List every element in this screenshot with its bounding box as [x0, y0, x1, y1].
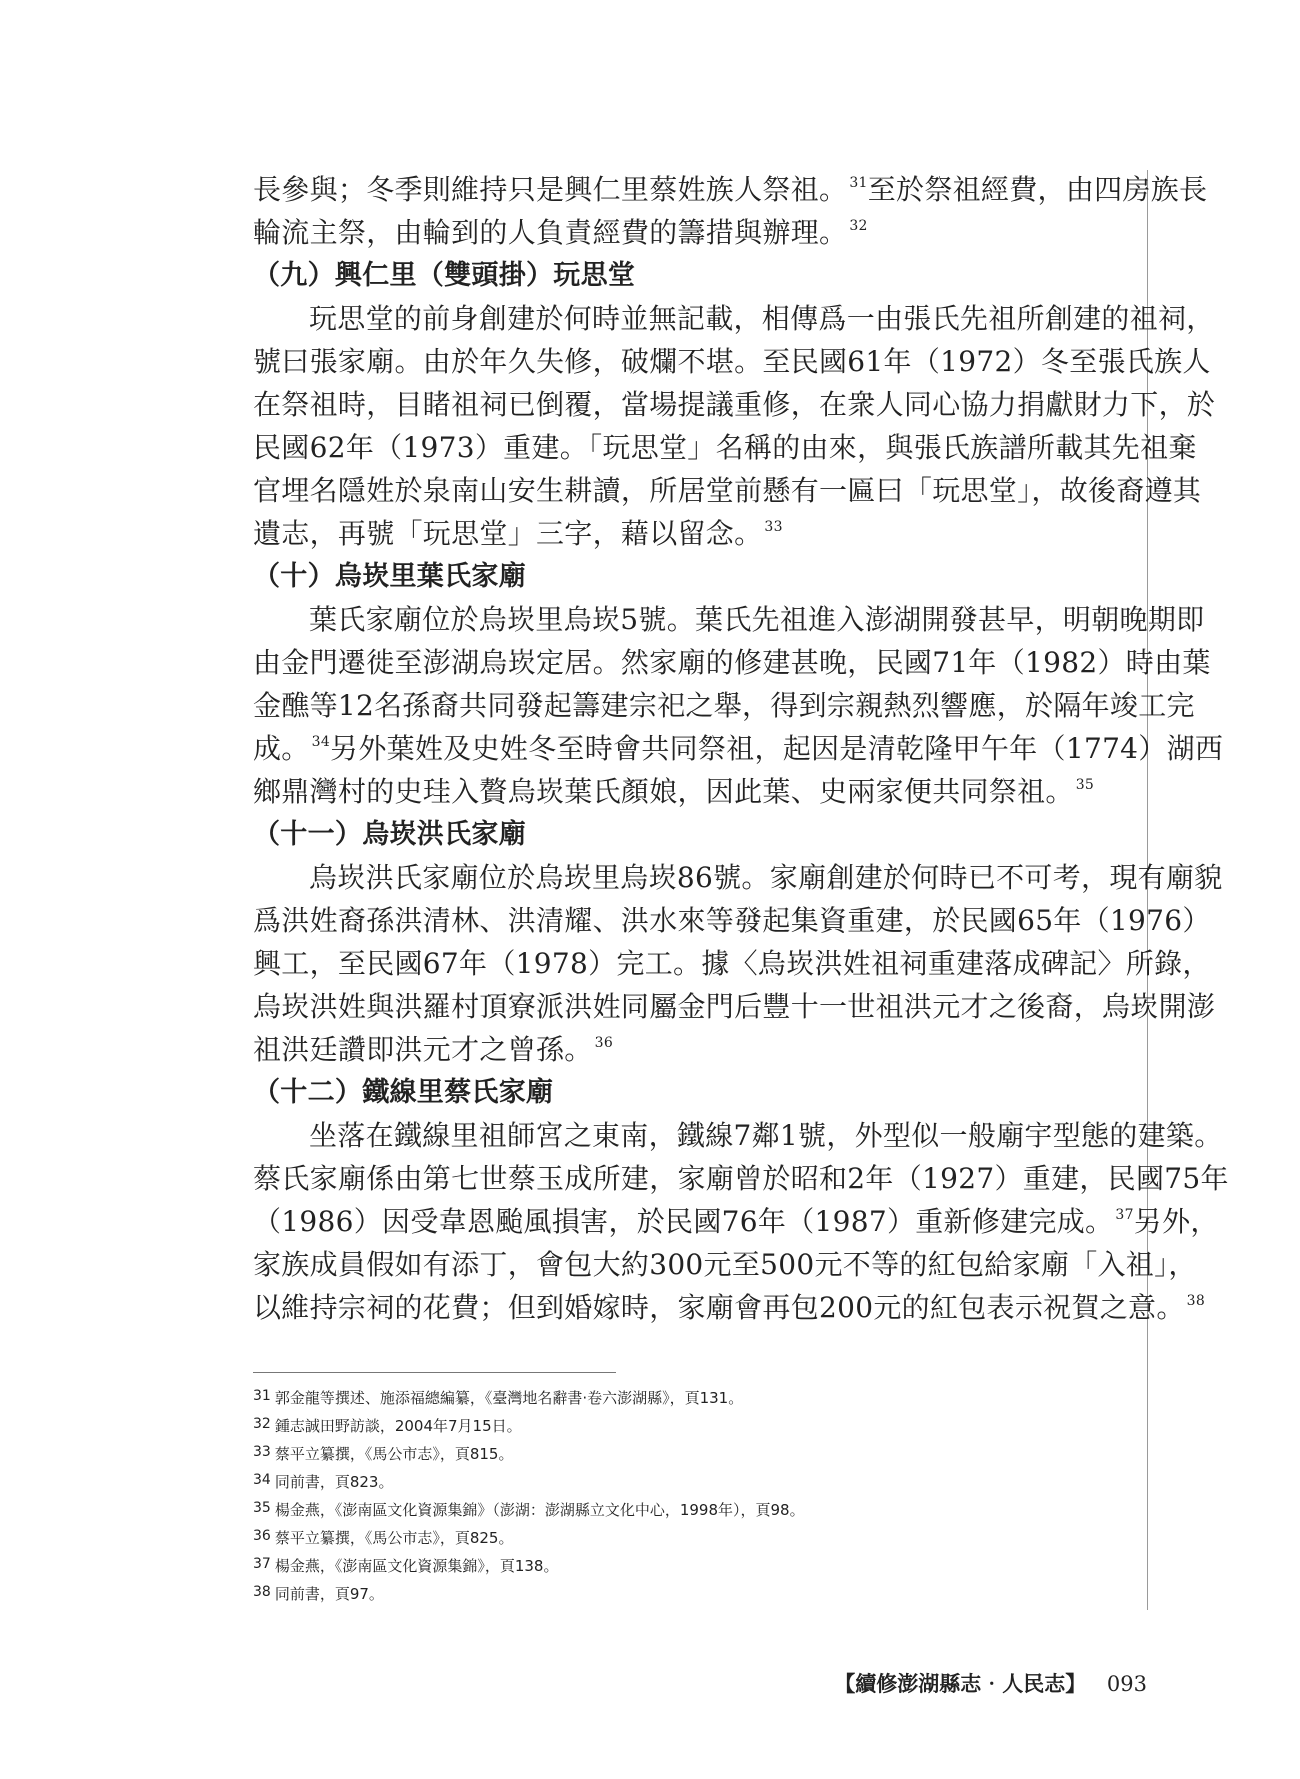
line-text: （九）興仁里（雙頭掛）玩思堂 [253, 260, 636, 291]
line-text-tail: 另外， [1133, 1205, 1219, 1238]
line-text: （十二）鐵線里蔡氏家廟 [253, 1077, 554, 1108]
line-text: 葉氏家廟位於烏崁里烏崁5號。葉氏先祖進入澎湖開發甚早，明朝晚期即 [309, 603, 1205, 636]
text-line [253, 297, 1215, 340]
footnote-number: 36 [253, 1528, 271, 1544]
text-line [253, 383, 1216, 426]
line-text: 家族成員假如有添丁，會包大約300元至500元不等的紅包給家廟「入祖」， [253, 1248, 1197, 1281]
line-text: 烏崁洪氏家廟位於烏崁里烏崁86號。家廟創建於何時已不可考，現有廟貌 [309, 861, 1223, 894]
line-text: 遺志，再號「玩思堂」三字，藉以留念。 [253, 517, 763, 550]
text-line [253, 426, 1197, 469]
section-heading [253, 1071, 1133, 1114]
line-text: 蔡氏家廟係由第七世蔡玉成所建，家廟曾於昭和2年（1927）重建，民國75年 [253, 1162, 1229, 1195]
page-number: 093 [1106, 1672, 1147, 1696]
line-text: 民國62年（1973）重建。「玩思堂」名稱的由來，與張氏族譜所載其先祖棄 [253, 431, 1197, 464]
footnote-text: 楊金燕，《澎南區文化資源集錦》，頁138。 [274, 1557, 559, 1575]
footnote-text: 同前書，頁97。 [274, 1585, 384, 1603]
text-line [253, 770, 1133, 813]
footnote-number: 33 [253, 1444, 271, 1460]
footnote-number: 32 [253, 1416, 271, 1432]
footnote [253, 1578, 1133, 1606]
line-text: 玩思堂的前身創建於何時並無記載，相傳爲一由張氏先祖所創建的祖祠， [309, 302, 1215, 335]
text-line [253, 1028, 1133, 1071]
footnote [253, 1382, 1133, 1410]
footnote-number: 38 [253, 1584, 271, 1600]
line-text-tail: 至於祭祖經費，由四房族長 [867, 173, 1208, 206]
line-text-tail: 另外葉姓及史姓冬至時會共同祭祖，起因是清乾隆甲午年（1774）湖西 [330, 732, 1224, 765]
footnote-ref[interactable]: 33 [764, 519, 783, 535]
text-line [253, 211, 1133, 254]
text-line [253, 1157, 1229, 1200]
text-line [253, 899, 1211, 942]
line-text: 成。 [253, 732, 310, 765]
text-line [253, 727, 1224, 770]
line-text: 興工，至民國67年（1978）完工。據〈烏崁洪姓祖祠重建落成碑記〉所錄， [253, 947, 1211, 980]
line-text: （十）烏崁里葉氏家廟 [253, 561, 526, 592]
footnote-ref[interactable]: 32 [849, 218, 868, 234]
text-line [253, 985, 1216, 1028]
line-text: （1986）因受韋恩颱風損害，於民國76年（1987）重新修建完成。 [253, 1205, 1114, 1238]
footnote [253, 1522, 1133, 1550]
text-line [253, 1114, 1223, 1157]
footnote-text: 郭金龍等撰述、施添福總編纂，《臺灣地名辭書‧卷六澎湖縣》，頁131。 [274, 1389, 744, 1407]
footnote-text: 蔡平立纂撰，《馬公市志》，頁825。 [274, 1529, 514, 1547]
line-text: 以維持宗祠的花費；但到婚嫁時，家廟會再包200元的紅包表示祝賀之意。 [253, 1291, 1185, 1324]
line-text: 長參與；冬季則維持只是興仁里蔡姓族人祭祖。 [253, 173, 848, 206]
line-text: 祖洪廷讚即洪元才之曾孫。 [253, 1033, 593, 1066]
text-line [253, 340, 1211, 383]
line-text: 鄉鼎灣村的史珪入贅烏崁葉氏顏娘，因此葉、史兩家便共同祭祖。 [253, 775, 1074, 808]
line-text: （十一）烏崁洪氏家廟 [253, 819, 526, 850]
footnote-separator [253, 1372, 616, 1373]
text-line [253, 168, 1208, 211]
footnote-number: 31 [253, 1388, 271, 1404]
body-text [253, 168, 1229, 1329]
line-text: 在祭祖時，目睹祖祠已倒覆，當場提議重修，在衆人同心協力捐獻財力下，於 [253, 388, 1216, 421]
text-line [253, 598, 1205, 641]
line-text: 坐落在鐵線里祖師宮之東南，鐵線7鄰1號，外型似一般廟宇型態的建築。 [309, 1119, 1223, 1152]
footnote-ref[interactable]: 35 [1075, 777, 1095, 793]
section-heading [253, 254, 1133, 297]
footnote [253, 1550, 1133, 1578]
line-text: 輪流主祭，由輪到的人負責經費的籌措與辦理。 [253, 216, 848, 249]
footnote-number: 34 [253, 1472, 271, 1488]
section-heading [253, 813, 1133, 856]
footer-title: 【續修澎湖縣志‧人民志】 [834, 1671, 1087, 1696]
text-line [253, 942, 1211, 985]
footnote [253, 1494, 1133, 1522]
line-text: 由金門遷徙至澎湖烏崁定居。然家廟的修建甚晚，民國71年（1982）時由葉 [253, 646, 1211, 679]
footnote-ref[interactable]: 36 [594, 1035, 614, 1051]
text-line [253, 1286, 1206, 1329]
line-text: 烏崁洪姓與洪羅村頂寮派洪姓同屬金門后豐十一世祖洪元才之後裔，烏崁開澎 [253, 990, 1216, 1023]
footnote-ref[interactable]: 34 [311, 734, 331, 750]
footnote-number: 35 [253, 1500, 271, 1516]
text-line [253, 469, 1202, 512]
text-line [253, 1243, 1197, 1286]
footnote-ref[interactable]: 37 [1115, 1207, 1134, 1223]
line-text: 金醮等12名孫裔共同發起籌建宗祀之舉，得到宗親熱烈響應，於隔年竣工完 [253, 689, 1195, 722]
text-line [253, 512, 1133, 555]
text-line [253, 641, 1211, 684]
footnote-text: 鍾志誠田野訪談，2004年7月15日。 [274, 1417, 522, 1435]
footnote-text: 楊金燕，《澎南區文化資源集錦》（澎湖：澎湖縣立文化中心，1998年），頁98。 [274, 1501, 805, 1519]
footnote [253, 1410, 1133, 1438]
text-line [253, 856, 1223, 899]
footnote-text: 同前書，頁823。 [274, 1473, 394, 1491]
text-line [253, 684, 1195, 727]
section-heading [253, 555, 1133, 598]
line-text: 爲洪姓裔孫洪清林、洪清耀、洪水來等發起集資重建，於民國65年（1976） [253, 904, 1211, 937]
footnotes [253, 1382, 1133, 1606]
footnote-number: 37 [253, 1556, 271, 1572]
text-line [253, 1200, 1219, 1243]
footnote-ref[interactable]: 38 [1186, 1293, 1206, 1309]
line-text: 號曰張家廟。由於年久失修，破爛不堪。至民國61年（1972）冬至張氏族人 [253, 345, 1211, 378]
footnote [253, 1438, 1133, 1466]
footnote-ref[interactable]: 31 [849, 175, 868, 191]
page-footer [834, 1668, 1147, 1698]
footnote [253, 1466, 1133, 1494]
footnote-text: 蔡平立纂撰，《馬公市志》，頁815。 [274, 1445, 514, 1463]
line-text: 官埋名隱姓於泉南山安生耕讀，所居堂前懸有一匾曰「玩思堂」，故後裔遵其 [253, 474, 1202, 507]
